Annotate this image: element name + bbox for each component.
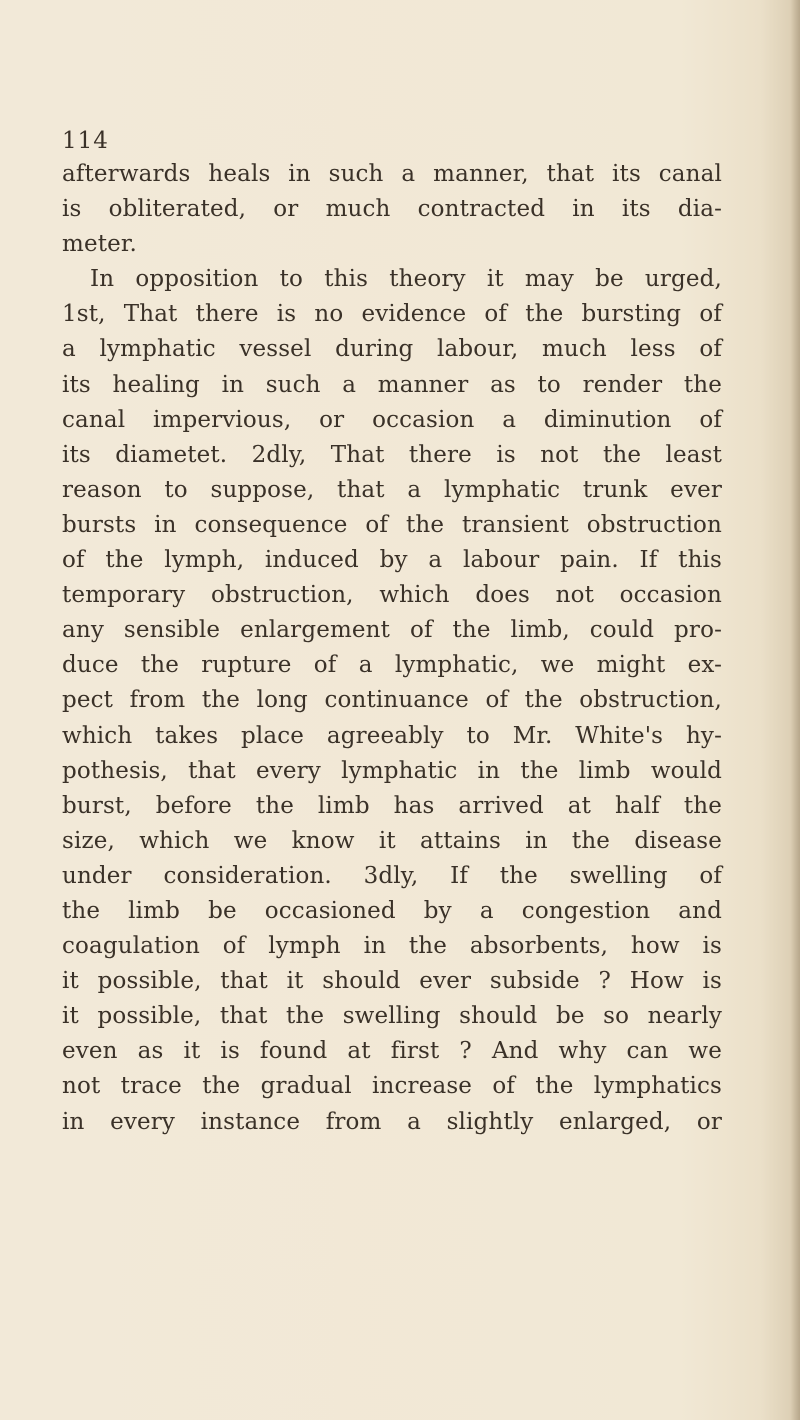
text-line: is obliterated, or much contracted in its dia- bbox=[62, 196, 722, 223]
text-line: under consideration. 3dly, If the swelling of bbox=[62, 862, 722, 889]
text-line: reason to suppose, that a lymphatic trunk ever bbox=[62, 476, 722, 503]
text-line: it possible, that it should ever subside ? How is bbox=[62, 968, 722, 995]
text-line: which takes place agreeably to Mr. White's hy- bbox=[62, 722, 722, 749]
text-line: coagulation of lymph in the absorbents, how is bbox=[62, 933, 722, 960]
text-line: its diametet. 2dly, That there is not the least bbox=[62, 441, 722, 468]
body-text bbox=[62, 157, 722, 1140]
text-line: even as it is found at first ? And why can we bbox=[62, 1038, 722, 1065]
text-line: pothesis, that every lymphatic in the limb would bbox=[62, 757, 722, 784]
text-line: 1st, That there is no evidence of the bursting of bbox=[62, 301, 722, 328]
text-line: bursts in consequence of the transient obstruction bbox=[62, 511, 722, 538]
page-edge-shadow bbox=[790, 0, 800, 1420]
text-line: canal impervious, or occasion a diminution of bbox=[62, 406, 722, 433]
text-line: a lymphatic vessel during labour, much less of bbox=[62, 336, 722, 363]
text-line: duce the rupture of a lymphatic, we might ex- bbox=[62, 652, 722, 679]
text-line: of the lymph, induced by a labour pain. If this bbox=[62, 547, 722, 574]
text-line: afterwards heals in such a manner, that its canal bbox=[62, 161, 722, 187]
text-line: In opposition to this theory it may be urged, bbox=[90, 266, 722, 293]
page-number: 114 bbox=[62, 128, 109, 154]
text-line: its healing in such a manner as to render the bbox=[62, 371, 722, 398]
text-line: not trace the gradual increase of the lymphatics bbox=[62, 1073, 722, 1100]
text-line: burst, before the limb has arrived at half the bbox=[62, 792, 722, 819]
text-line: temporary obstruction, which does not occasion bbox=[62, 582, 722, 609]
text-line: meter. bbox=[62, 231, 137, 258]
text-line: in every instance from a slightly enlarged, or bbox=[62, 1108, 722, 1135]
text-line: the limb be occasioned by a congestion and bbox=[62, 897, 722, 924]
text-line: any sensible enlargement of the limb, could pro- bbox=[62, 617, 722, 644]
text-line: size, which we know it attains in the disease bbox=[62, 827, 722, 854]
text-line: it possible, that the swelling should be so nearly bbox=[62, 1003, 722, 1030]
text-line: pect from the long continuance of the obstruction, bbox=[62, 687, 722, 714]
